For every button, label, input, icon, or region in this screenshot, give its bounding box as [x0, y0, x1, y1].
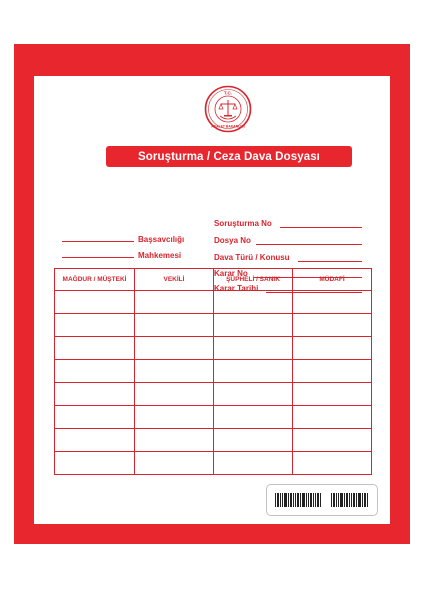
table-cell-magdur[interactable]	[55, 337, 135, 360]
col-header-mudafi: MÜDAFİ	[293, 269, 372, 291]
field-line-dosya-no[interactable]	[256, 244, 362, 245]
table-cell-supheli[interactable]	[214, 314, 293, 337]
field-label-karar-tarihi: Karar Tarihi	[214, 284, 259, 293]
table-cell-supheli[interactable]	[214, 383, 293, 406]
table-cell-magdur[interactable]	[55, 360, 135, 383]
table-cell-mudafi[interactable]	[293, 314, 372, 337]
table-cell-magdur[interactable]	[55, 291, 135, 314]
table-cell-mudafi[interactable]	[293, 383, 372, 406]
table-cell-mudafi[interactable]	[293, 291, 372, 314]
field-label-mahkemesi: Mahkemesi	[138, 251, 182, 260]
table-cell-mudafi[interactable]	[293, 406, 372, 429]
table-cell-supheli[interactable]	[214, 337, 293, 360]
table-cell-vekili[interactable]	[135, 360, 214, 383]
table-cell-mudafi[interactable]	[293, 452, 372, 475]
table-cell-vekili[interactable]	[135, 452, 214, 475]
folder-frame	[14, 44, 410, 544]
table-row	[55, 360, 372, 383]
form-title: Soruşturma / Ceza Dava Dosyası	[106, 146, 352, 167]
table-cell-magdur[interactable]	[55, 429, 135, 452]
table-cell-supheli[interactable]	[214, 360, 293, 383]
col-header-supheli: ŞÜPHELİ / SANIK	[214, 269, 293, 291]
col-header-vekili: VEKİLİ	[135, 269, 214, 291]
table-row	[55, 314, 372, 337]
table-cell-magdur[interactable]	[55, 452, 135, 475]
table-cell-vekili[interactable]	[135, 406, 214, 429]
form-sheet	[34, 76, 390, 524]
table-cell-vekili[interactable]	[135, 429, 214, 452]
table-cell-vekili[interactable]	[135, 337, 214, 360]
field-label-dava-turu: Dava Türü / Konusu	[214, 253, 290, 262]
table-cell-magdur[interactable]	[55, 406, 135, 429]
table-cell-magdur[interactable]	[55, 383, 135, 406]
field-label-dosya-no: Dosya No	[214, 236, 251, 245]
table-row	[55, 383, 372, 406]
table-cell-supheli[interactable]	[214, 452, 293, 475]
field-label-bassavciligi: Başsavcılığı	[138, 235, 185, 244]
barcode-sticker	[266, 484, 378, 516]
table-cell-supheli[interactable]	[214, 406, 293, 429]
table-row	[55, 452, 372, 475]
table-cell-supheli[interactable]	[214, 291, 293, 314]
field-line-bassavciligi[interactable]	[62, 241, 134, 242]
table-cell-magdur[interactable]	[55, 314, 135, 337]
field-line-dava-turu[interactable]	[298, 261, 362, 262]
seal-top-text: T.C.	[223, 90, 233, 96]
field-line-sorusturma-no[interactable]	[280, 227, 362, 228]
justice-seal-icon	[204, 85, 252, 133]
table-cell-supheli[interactable]	[214, 429, 293, 452]
table-cell-vekili[interactable]	[135, 291, 214, 314]
table-cell-vekili[interactable]	[135, 383, 214, 406]
col-header-magdur: MAĞDUR / MÜŞTEKİ	[55, 269, 135, 291]
parties-table	[54, 268, 372, 475]
table-cell-mudafi[interactable]	[293, 429, 372, 452]
table-row	[55, 429, 372, 452]
table-header-row	[55, 269, 372, 291]
table-row	[55, 406, 372, 429]
field-label-sorusturma-no: Soruşturma No	[214, 219, 272, 228]
table-cell-mudafi[interactable]	[293, 360, 372, 383]
table-cell-mudafi[interactable]	[293, 337, 372, 360]
table-row	[55, 291, 372, 314]
table-cell-vekili[interactable]	[135, 314, 214, 337]
seal-bottom-text: ADALET BAKANLIGI	[211, 124, 245, 129]
field-label-karar-no: Karar No	[214, 269, 248, 278]
barcode-icon	[275, 493, 369, 507]
table-row	[55, 337, 372, 360]
field-line-mahkemesi[interactable]	[62, 257, 134, 258]
